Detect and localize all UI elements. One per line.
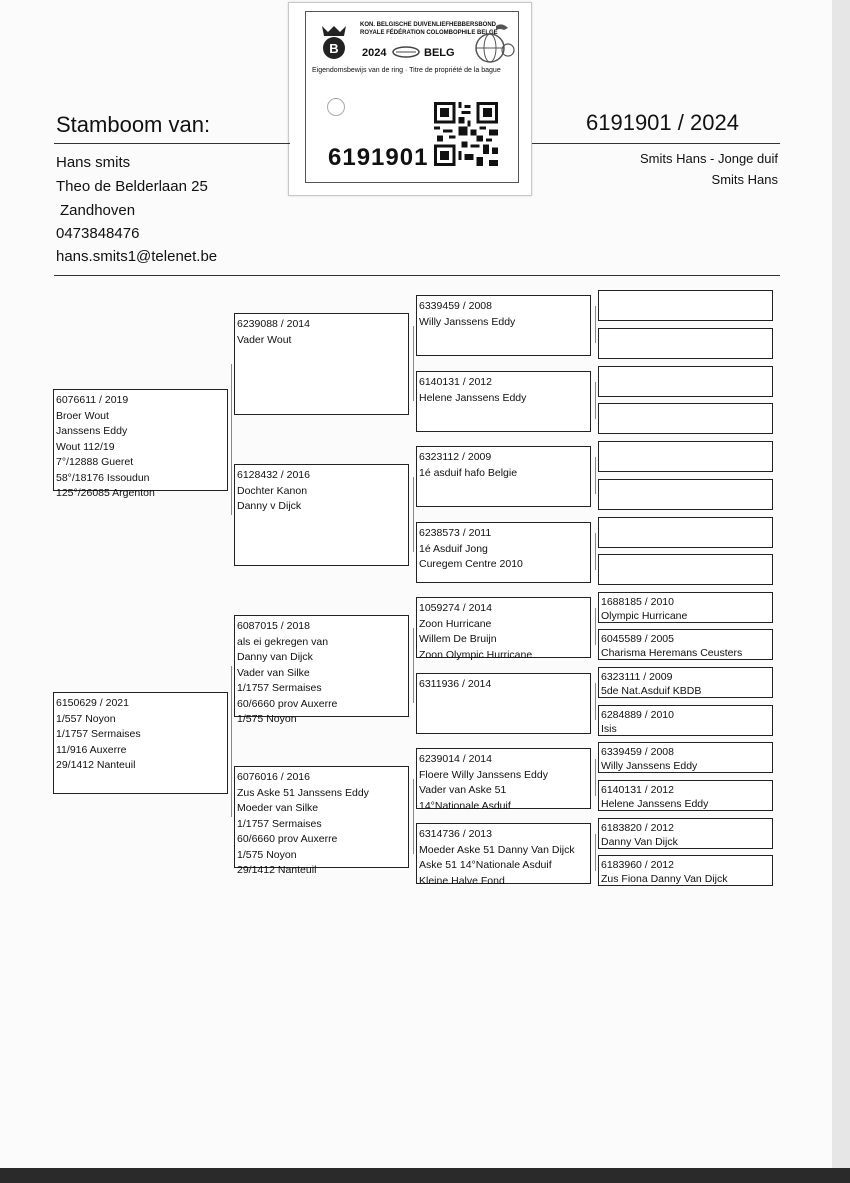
connector-g3-2	[595, 382, 596, 419]
connector-g3-5	[595, 608, 596, 645]
pedigree-mf	[234, 615, 409, 725]
g4-ring: 6140131 / 2012	[601, 784, 674, 796]
ring-year: 2024	[362, 47, 387, 59]
pedigree-mm	[234, 766, 409, 876]
owner-city: Zandhoven	[60, 202, 136, 219]
connector-g3-1	[595, 306, 596, 343]
pedigree-g4-3	[598, 366, 773, 397]
g4-ring: 6323111 / 2009	[601, 671, 673, 683]
g3-line: Floere Willy Janssens Eddy	[419, 768, 548, 781]
g3-ring: 6238573 / 2011	[419, 527, 492, 539]
pedigree-g3-3	[416, 446, 591, 507]
pedigree-ff	[234, 313, 409, 415]
pedigree-g4-6	[598, 479, 773, 510]
header-divider-left	[54, 143, 290, 144]
owner-name: Hans smits	[56, 154, 131, 171]
connector-g3-7	[595, 759, 596, 796]
father-line: Broer Wout	[56, 409, 109, 422]
mm-line: Zus Aske 51 Janssens Eddy	[237, 786, 369, 799]
scan-right-edge	[832, 0, 850, 1168]
pedigree-g3-4	[416, 522, 591, 583]
ring-card-frame	[305, 11, 519, 183]
connector-mm	[413, 779, 414, 854]
g3-line: Curegem Centre 2010	[419, 558, 523, 570]
ff-line: Vader Wout	[237, 333, 292, 346]
pedigree-g3-6	[416, 673, 591, 734]
qr-code-icon	[434, 102, 498, 166]
mf-line: Vader van Silke	[237, 666, 310, 679]
svg-text:B: B	[329, 41, 339, 56]
pedigree-g4-13	[598, 742, 773, 773]
ring-country: BELG	[424, 47, 455, 59]
g4-ring: 6183820 / 2012	[601, 822, 674, 834]
pedigree-g4-11	[598, 667, 773, 698]
g4-line: Willy Janssens Eddy	[601, 760, 698, 772]
scan-bottom-edge	[0, 1168, 850, 1183]
g3-line: Kleine Halve Fond	[419, 874, 505, 887]
g4-line: Olympic Hurricane	[601, 610, 688, 622]
pedigree-g3-1	[416, 295, 591, 356]
connector-fm	[413, 477, 414, 552]
mf-line: 1/575 Noyon	[237, 713, 297, 725]
page-title: Stamboom van:	[56, 112, 211, 137]
mm-line: 29/1412 Nanteuil	[237, 864, 317, 876]
ff-ring: 6239088 / 2014	[237, 318, 310, 330]
pedigree-g3-5	[416, 597, 591, 661]
g4-ring: 6045589 / 2005	[601, 633, 674, 645]
punch-hole	[327, 98, 345, 116]
mm-line: Moeder van Silke	[237, 802, 319, 814]
father-line: 125°/26085 Argenton	[56, 487, 155, 499]
g3-line: Moeder Aske 51 Danny Van Dijck	[419, 843, 575, 856]
breeder-line-2: Smits Hans	[711, 172, 778, 187]
pedigree-g4-9	[598, 592, 773, 623]
pigeon-id: 6191901 / 2024	[586, 110, 739, 135]
g4-line: Zus Fiona Danny Van Dijck	[601, 873, 728, 885]
header-divider-right	[532, 143, 780, 144]
pedigree-g3-8	[416, 823, 591, 887]
g3-line: 1é Asduif Jong	[419, 542, 488, 555]
mf-line: 1/1757 Sermaises	[237, 682, 322, 694]
pedigree-mother	[53, 692, 228, 794]
g3-ring: 6140131 / 2012	[419, 376, 492, 388]
father-line: 58°/18176 Issoudun	[56, 471, 150, 484]
pedigree-g4-16	[598, 855, 773, 886]
g3-line: Willem De Bruijn	[419, 633, 497, 645]
g4-line: 5de Nat.Asduif KBDB	[601, 685, 702, 697]
g4-line: Helene Janssens Eddy	[601, 798, 709, 810]
pedigree-fm	[234, 464, 409, 566]
pedigree-g4-2	[598, 328, 773, 359]
mf-line: Danny van Dijck	[237, 651, 313, 663]
father-line: Janssens Eddy	[56, 425, 128, 437]
mm-ring: 6076016 / 2016	[237, 771, 310, 783]
connector-father	[231, 364, 232, 515]
globe-pigeon-icon	[468, 20, 516, 64]
g3-line: Willy Janssens Eddy	[419, 315, 516, 328]
pedigree-g3-7	[416, 748, 591, 812]
mm-line: 1/575 Noyon	[237, 848, 297, 861]
ring-number: 6191901	[328, 144, 429, 171]
pedigree-g4-10	[598, 629, 773, 660]
g3-line: Helene Janssens Eddy	[419, 391, 527, 404]
federation-logo-icon	[314, 22, 354, 62]
fm-ring: 6128432 / 2016	[237, 469, 310, 481]
pedigree-g3-2	[416, 371, 591, 432]
g3-ring: 6323112 / 2009	[419, 451, 492, 463]
pedigree-g4-12	[598, 705, 773, 736]
mother-line: 11/916 Auxerre	[56, 743, 127, 756]
g3-line: Aske 51 14°Nationale Asduif	[419, 859, 552, 871]
g3-line: 1é asduif hafo Belgie	[419, 466, 518, 479]
mm-line: 60/6660 prov Auxerre	[237, 833, 338, 845]
pedigree-g4-5	[598, 441, 773, 472]
connector-g3-4	[595, 533, 596, 570]
father-ring: 6076611 / 2019	[56, 394, 129, 406]
owner-email: hans.smits1@telenet.be	[56, 248, 218, 265]
fm-line: Danny v Dijck	[237, 500, 302, 512]
mother-line: 1/1757 Sermaises	[56, 728, 141, 740]
pedigree-g4-8	[598, 554, 773, 585]
connector-g3-6	[595, 683, 596, 720]
connector-mother	[231, 666, 232, 817]
g3-ring: 1059274 / 2014	[419, 602, 492, 614]
g4-ring: 6183960 / 2012	[601, 859, 674, 871]
mother-line: 1/557 Noyon	[56, 712, 116, 725]
ring-ownership-card	[288, 2, 532, 196]
connector-ff	[413, 326, 414, 401]
mother-line: 29/1412 Nanteuil	[56, 759, 136, 771]
connector-g3-3	[595, 457, 596, 494]
g4-ring: 6339459 / 2008	[601, 746, 674, 758]
pedigree-father	[53, 389, 228, 499]
pigeon-ring-icon	[392, 46, 420, 58]
g3-ring: 6239014 / 2014	[419, 753, 492, 765]
mm-line: 1/1757 Sermaises	[237, 817, 322, 830]
g4-line: Charisma Heremans Ceusters	[601, 647, 743, 659]
g3-ring: 6311936 / 2014	[419, 678, 492, 690]
pedigree-g4-4	[598, 403, 773, 434]
federation-name-nl: KON. BELGISCHE DUIVENLIEFHEBBERSBOND	[360, 22, 497, 28]
mother-ring: 6150629 / 2021	[56, 697, 129, 709]
father-line: Wout 112/19	[56, 440, 115, 453]
g3-line: 14°Nationale Asduif	[419, 799, 511, 812]
owner-phone: 0473848476	[56, 225, 140, 242]
g4-line: Isis	[601, 723, 617, 735]
fm-line: Dochter Kanon	[237, 484, 308, 497]
federation-name-fr: ROYALE FÉDÉRATION COLOMBOPHILE BELGE	[360, 30, 498, 36]
connector-mf	[413, 628, 414, 703]
g4-ring: 1688185 / 2010	[601, 596, 674, 608]
mf-line: als ei gekregen van	[237, 635, 329, 648]
pedigree-g4-14	[598, 780, 773, 811]
ownership-proof-text: Eigendomsbewijs van de ring · Titre de propriété de la bague	[312, 67, 501, 74]
g3-line: Zoon Olympic Hurricane	[419, 648, 533, 661]
breeder-line-1: Smits Hans - Jonge duif	[639, 151, 778, 166]
father-line: 7°/12888 Gueret	[56, 456, 134, 468]
g3-ring: 6314736 / 2013	[419, 828, 492, 840]
pedigree-g4-7	[598, 517, 773, 548]
g4-ring: 6284889 / 2010	[601, 709, 674, 721]
mf-ring: 6087015 / 2018	[237, 620, 310, 632]
pedigree-g4-15	[598, 818, 773, 849]
g3-line: Vader van Aske 51	[419, 784, 507, 796]
header-bottom-divider	[54, 275, 780, 276]
g4-line: Danny Van Dijck	[601, 836, 678, 848]
g3-line: Zoon Hurricane	[419, 617, 492, 630]
g3-ring: 6339459 / 2008	[419, 300, 492, 312]
pedigree-g4-1	[598, 290, 773, 321]
mf-line: 60/6660 prov Auxerre	[237, 697, 338, 710]
owner-street: Theo de Belderlaan 25	[56, 178, 208, 195]
connector-g3-8	[595, 834, 596, 871]
